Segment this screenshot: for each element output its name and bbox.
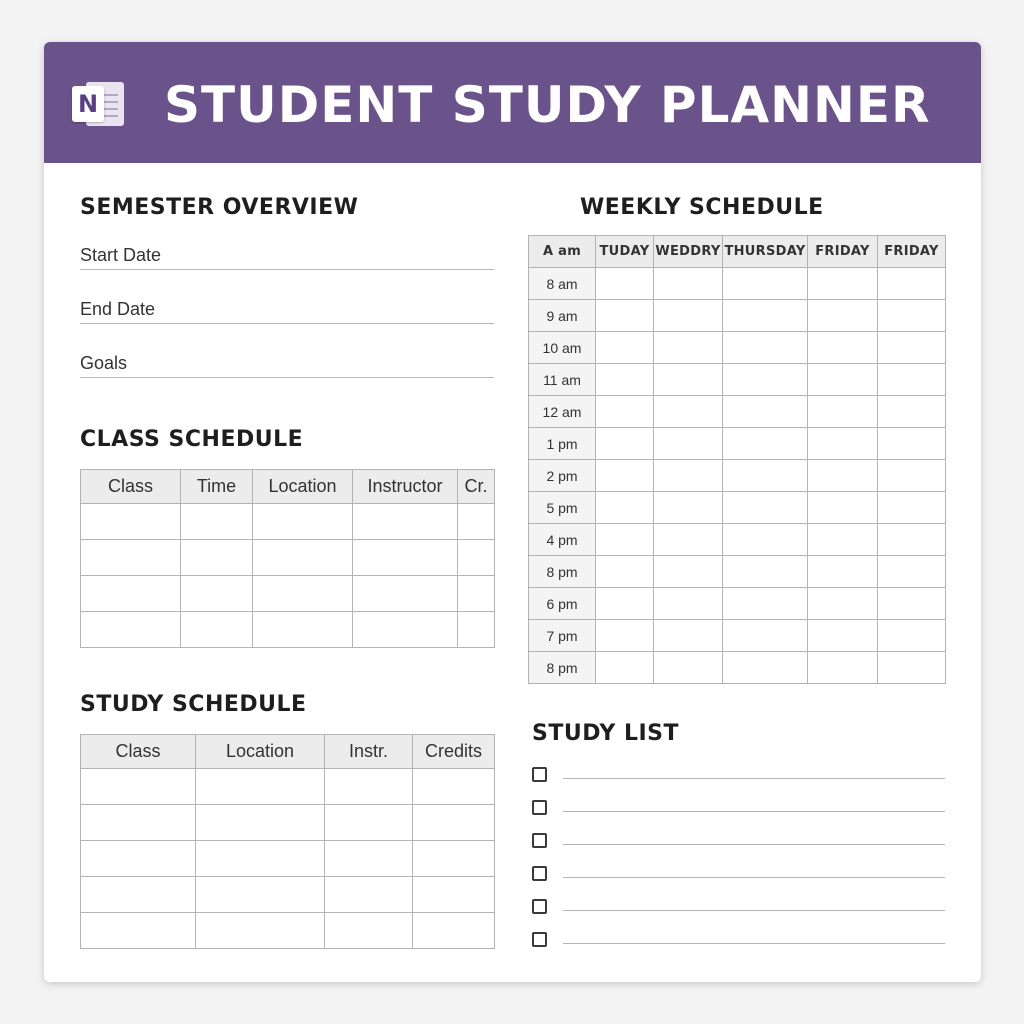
header-bar xyxy=(44,42,981,163)
onenote-icon xyxy=(72,80,126,128)
table-cell[interactable] xyxy=(353,504,458,540)
column-header: A am xyxy=(529,236,596,268)
schedule-cell[interactable] xyxy=(808,524,878,556)
start-date-field[interactable] xyxy=(80,239,494,270)
table-cell[interactable] xyxy=(196,805,325,841)
table-row xyxy=(529,556,946,588)
table-cell[interactable] xyxy=(253,504,353,540)
schedule-cell[interactable] xyxy=(878,652,946,684)
table-row xyxy=(529,332,946,364)
schedule-cell[interactable] xyxy=(723,492,808,524)
schedule-cell[interactable] xyxy=(808,428,878,460)
table-cell[interactable] xyxy=(253,540,353,576)
time-slot-label: 5 pm xyxy=(529,492,596,524)
table-cell[interactable] xyxy=(81,913,196,949)
column-header: Class xyxy=(81,735,196,769)
table-row xyxy=(81,877,495,913)
column-header: FRIDAY xyxy=(808,236,878,268)
table-header-row xyxy=(81,470,495,504)
todo-checkbox[interactable] xyxy=(532,800,547,815)
schedule-cell[interactable] xyxy=(654,588,723,620)
schedule-cell[interactable] xyxy=(878,268,946,300)
table-cell[interactable] xyxy=(81,612,181,648)
schedule-cell[interactable] xyxy=(654,300,723,332)
schedule-cell[interactable] xyxy=(654,268,723,300)
schedule-cell[interactable] xyxy=(596,556,654,588)
column-header: Instr. xyxy=(325,735,413,769)
todo-line[interactable] xyxy=(563,844,945,845)
table-row xyxy=(81,913,495,949)
schedule-cell[interactable] xyxy=(878,460,946,492)
schedule-cell[interactable] xyxy=(723,300,808,332)
list-item xyxy=(532,899,946,919)
schedule-cell[interactable] xyxy=(723,620,808,652)
schedule-cell[interactable] xyxy=(878,428,946,460)
schedule-cell[interactable] xyxy=(596,268,654,300)
table-cell[interactable] xyxy=(413,913,495,949)
todo-line[interactable] xyxy=(563,910,945,911)
schedule-cell[interactable] xyxy=(723,588,808,620)
table-cell[interactable] xyxy=(458,504,495,540)
table-cell[interactable] xyxy=(81,504,181,540)
column-header: Cr. xyxy=(458,470,495,504)
table-row xyxy=(529,300,946,332)
time-slot-label: 8 pm xyxy=(529,652,596,684)
time-slot-label: 11 am xyxy=(529,364,596,396)
table-cell[interactable] xyxy=(253,576,353,612)
schedule-cell[interactable] xyxy=(654,620,723,652)
schedule-cell[interactable] xyxy=(808,460,878,492)
study-schedule-table xyxy=(80,734,495,949)
table-header-row xyxy=(81,735,495,769)
schedule-cell[interactable] xyxy=(654,556,723,588)
table-cell[interactable] xyxy=(413,805,495,841)
column-header: Location xyxy=(196,735,325,769)
table-row xyxy=(529,492,946,524)
schedule-cell[interactable] xyxy=(654,492,723,524)
schedule-cell[interactable] xyxy=(723,428,808,460)
schedule-cell[interactable] xyxy=(808,300,878,332)
page-title: STUDENT STUDY PLANNER xyxy=(164,76,931,134)
table-cell[interactable] xyxy=(81,576,181,612)
study-list-title: STUDY LIST xyxy=(532,721,680,746)
goals-label: Goals xyxy=(80,353,128,373)
schedule-cell[interactable] xyxy=(878,332,946,364)
column-header: Time xyxy=(181,470,253,504)
goals-field[interactable] xyxy=(80,347,494,378)
table-row xyxy=(81,612,495,648)
schedule-cell[interactable] xyxy=(878,524,946,556)
schedule-cell[interactable] xyxy=(808,556,878,588)
table-cell[interactable] xyxy=(353,612,458,648)
weekly-schedule-table xyxy=(528,235,946,684)
schedule-cell[interactable] xyxy=(654,524,723,556)
table-row xyxy=(529,588,946,620)
schedule-cell[interactable] xyxy=(654,364,723,396)
table-cell[interactable] xyxy=(81,805,196,841)
schedule-cell[interactable] xyxy=(878,364,946,396)
table-cell[interactable] xyxy=(458,576,495,612)
table-row xyxy=(81,504,495,540)
todo-checkbox[interactable] xyxy=(532,767,547,782)
table-row xyxy=(529,396,946,428)
column-header: Credits xyxy=(413,735,495,769)
schedule-cell[interactable] xyxy=(596,460,654,492)
table-row xyxy=(529,620,946,652)
todo-checkbox[interactable] xyxy=(532,833,547,848)
todo-line[interactable] xyxy=(563,811,945,812)
schedule-cell[interactable] xyxy=(596,492,654,524)
table-cell[interactable] xyxy=(81,841,196,877)
time-slot-label: 10 am xyxy=(529,332,596,364)
column-header: Class xyxy=(81,470,181,504)
schedule-cell[interactable] xyxy=(596,588,654,620)
schedule-cell[interactable] xyxy=(723,364,808,396)
time-slot-label: 4 pm xyxy=(529,524,596,556)
schedule-cell[interactable] xyxy=(878,588,946,620)
schedule-cell[interactable] xyxy=(596,652,654,684)
schedule-cell[interactable] xyxy=(808,492,878,524)
todo-checkbox[interactable] xyxy=(532,932,547,947)
column-header: TUDAY xyxy=(596,236,654,268)
table-cell[interactable] xyxy=(413,769,495,805)
table-row xyxy=(529,460,946,492)
table-row xyxy=(81,540,495,576)
table-cell[interactable] xyxy=(181,540,253,576)
table-cell[interactable] xyxy=(413,841,495,877)
schedule-cell[interactable] xyxy=(654,332,723,364)
column-header: WEDDRY xyxy=(654,236,723,268)
table-row xyxy=(81,576,495,612)
todo-checkbox[interactable] xyxy=(532,899,547,914)
weekly-schedule-title: WEEKLY SCHEDULE xyxy=(580,195,824,220)
table-cell[interactable] xyxy=(458,612,495,648)
schedule-cell[interactable] xyxy=(654,652,723,684)
table-cell[interactable] xyxy=(196,913,325,949)
study-schedule-title: STUDY SCHEDULE xyxy=(80,692,307,717)
schedule-cell[interactable] xyxy=(878,620,946,652)
table-cell[interactable] xyxy=(353,540,458,576)
list-item xyxy=(532,800,946,820)
schedule-cell[interactable] xyxy=(723,268,808,300)
table-row xyxy=(529,652,946,684)
schedule-cell[interactable] xyxy=(808,332,878,364)
schedule-cell[interactable] xyxy=(808,268,878,300)
table-header-row xyxy=(529,236,946,268)
time-slot-label: 6 pm xyxy=(529,588,596,620)
semester-overview-title: SEMESTER OVERVIEW xyxy=(80,195,359,220)
table-cell[interactable] xyxy=(413,877,495,913)
todo-line[interactable] xyxy=(563,778,945,779)
table-cell[interactable] xyxy=(181,504,253,540)
class-schedule-title: CLASS SCHEDULE xyxy=(80,427,304,452)
schedule-cell[interactable] xyxy=(723,652,808,684)
schedule-cell[interactable] xyxy=(808,588,878,620)
table-cell[interactable] xyxy=(458,540,495,576)
column-header: Instructor xyxy=(353,470,458,504)
schedule-cell[interactable] xyxy=(596,364,654,396)
table-row xyxy=(81,769,495,805)
todo-checkbox[interactable] xyxy=(532,866,547,881)
table-cell[interactable] xyxy=(81,877,196,913)
schedule-cell[interactable] xyxy=(596,396,654,428)
table-cell[interactable] xyxy=(325,877,413,913)
table-row xyxy=(81,841,495,877)
time-slot-label: 2 pm xyxy=(529,460,596,492)
table-row xyxy=(529,428,946,460)
time-slot-label: 8 am xyxy=(529,268,596,300)
table-cell[interactable] xyxy=(325,805,413,841)
time-slot-label: 9 am xyxy=(529,300,596,332)
todo-line[interactable] xyxy=(563,877,945,878)
table-cell[interactable] xyxy=(196,877,325,913)
list-item xyxy=(532,767,946,787)
table-cell[interactable] xyxy=(181,612,253,648)
table-cell[interactable] xyxy=(196,769,325,805)
schedule-cell[interactable] xyxy=(808,620,878,652)
table-cell[interactable] xyxy=(353,576,458,612)
schedule-cell[interactable] xyxy=(596,428,654,460)
logo-letter: N xyxy=(72,86,104,122)
table-cell[interactable] xyxy=(325,769,413,805)
time-slot-label: 12 am xyxy=(529,396,596,428)
schedule-cell[interactable] xyxy=(723,332,808,364)
table-cell[interactable] xyxy=(253,612,353,648)
time-slot-label: 7 pm xyxy=(529,620,596,652)
schedule-cell[interactable] xyxy=(723,396,808,428)
table-cell[interactable] xyxy=(196,841,325,877)
schedule-cell[interactable] xyxy=(808,396,878,428)
list-item xyxy=(532,932,946,952)
schedule-cell[interactable] xyxy=(723,460,808,492)
table-cell[interactable] xyxy=(181,576,253,612)
schedule-cell[interactable] xyxy=(808,364,878,396)
planner-card xyxy=(44,42,981,982)
list-item xyxy=(532,866,946,886)
schedule-cell[interactable] xyxy=(723,556,808,588)
table-row xyxy=(529,524,946,556)
schedule-cell[interactable] xyxy=(878,556,946,588)
list-item xyxy=(532,833,946,853)
schedule-cell[interactable] xyxy=(723,524,808,556)
column-header: Location xyxy=(253,470,353,504)
schedule-cell[interactable] xyxy=(808,652,878,684)
schedule-cell[interactable] xyxy=(654,460,723,492)
table-row xyxy=(529,268,946,300)
table-cell[interactable] xyxy=(325,841,413,877)
start-date-label: Start Date xyxy=(80,245,162,265)
end-date-label: End Date xyxy=(80,299,156,319)
schedule-cell[interactable] xyxy=(878,396,946,428)
column-header: THURSDAY xyxy=(723,236,808,268)
schedule-cell[interactable] xyxy=(596,300,654,332)
end-date-field[interactable] xyxy=(80,293,494,324)
schedule-cell[interactable] xyxy=(654,428,723,460)
schedule-cell[interactable] xyxy=(878,300,946,332)
class-schedule-table xyxy=(80,469,495,648)
table-cell[interactable] xyxy=(81,540,181,576)
table-cell[interactable] xyxy=(81,769,196,805)
schedule-cell[interactable] xyxy=(596,524,654,556)
time-slot-label: 1 pm xyxy=(529,428,596,460)
schedule-cell[interactable] xyxy=(596,332,654,364)
schedule-cell[interactable] xyxy=(596,620,654,652)
time-slot-label: 8 pm xyxy=(529,556,596,588)
schedule-cell[interactable] xyxy=(654,396,723,428)
todo-line[interactable] xyxy=(563,943,945,944)
schedule-cell[interactable] xyxy=(878,492,946,524)
table-row xyxy=(81,805,495,841)
table-cell[interactable] xyxy=(325,913,413,949)
column-header: FRIDAY xyxy=(878,236,946,268)
table-row xyxy=(529,364,946,396)
